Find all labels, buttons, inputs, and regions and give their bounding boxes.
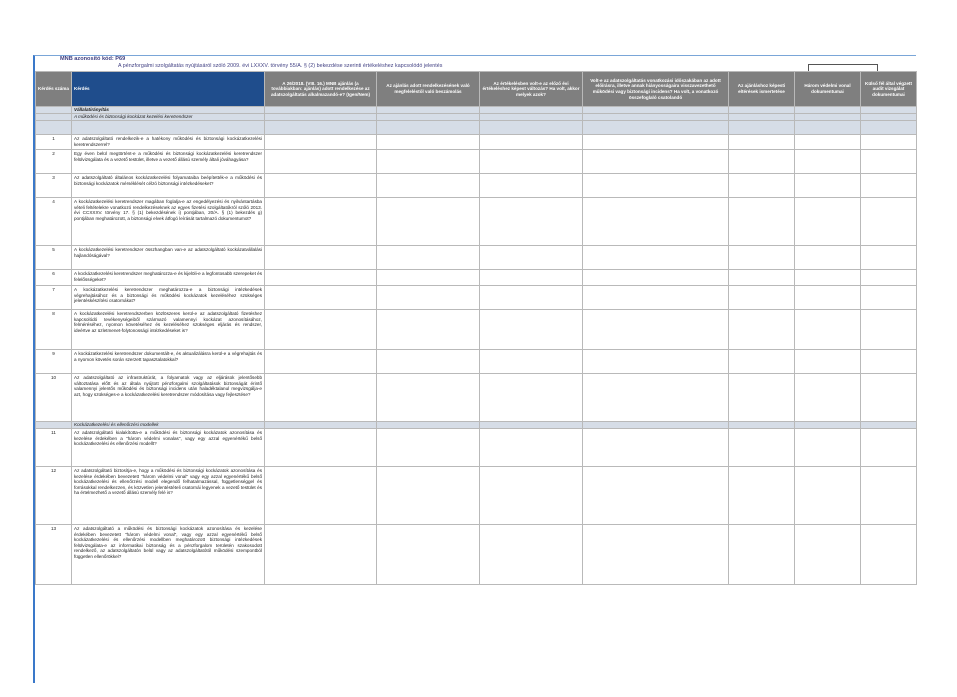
answer-cell[interactable] <box>480 150 583 174</box>
answer-cell[interactable] <box>795 525 861 585</box>
answer-cell[interactable] <box>583 198 729 246</box>
answer-cell[interactable] <box>583 174 729 198</box>
question-number: 9 <box>36 350 72 374</box>
col-header-change: Az értékelésben volt-e az előző évi értékeléshez képest változás? Ha volt, akkor melyek azok? <box>480 72 583 107</box>
answer-cell[interactable] <box>265 270 377 286</box>
col-header-compliance: Az ajánlás adott rendelkezésének való megfeleléstől való beszámolás <box>377 72 480 107</box>
question-number: 1 <box>36 135 72 150</box>
answer-cell[interactable] <box>861 174 917 198</box>
question-text: A kockázatkezelési keretrendszer magában foglalja-e az engedélyezési és nyilvántartásba vételi feltételekre vonatkozó rendelkezéseknek az egyes fizetési szolgáltatókról szóló 2013. évi CCXXXV. törvény 17. § (1) bekezdésének i) pontjában, 20/A. § (1) bekezdés g) pontjában meghatározott, a biztonsági elvek átfogó leírását tartalmazó dokumentumot? <box>72 198 265 246</box>
answer-cell[interactable] <box>480 310 583 350</box>
answer-cell[interactable] <box>265 350 377 374</box>
answer-cell[interactable] <box>377 150 480 174</box>
question-text: A kockázatkezelési keretrendszerben közlöszeres kerül-e az adatszolgáltató fizetéshez kapcsolódó tevékenységeiből származó valamennyi kockázat azonosításához, felméréséhez, nyomon követéséhez és kezeléséhez szükséges eljárás és rendszer, ideértve az üzletmenet-folytonossági intézkedéseket is? <box>72 310 265 350</box>
answer-cell[interactable] <box>861 135 917 150</box>
question-text: A kockázatkezelési keretrendszer összhangban van-e az adatszolgáltató kockázatvállalási hajlandóságával? <box>72 246 265 270</box>
question-number: 4 <box>36 198 72 246</box>
answer-cell[interactable] <box>265 286 377 310</box>
answer-cell[interactable] <box>265 246 377 270</box>
answer-cell[interactable] <box>583 270 729 286</box>
question-number: 8 <box>36 310 72 350</box>
subsection-row <box>36 422 917 429</box>
subsection-title: A működési és biztonsági kockázat kezelési keretrendszer <box>72 114 265 121</box>
answer-cell[interactable] <box>377 286 480 310</box>
section-row <box>36 107 917 114</box>
question-text: Az adatszolgáltató a működési és biztonsági kockázatok azonosítása és kezelése érdekében bevezetett "három védelmi vonal", vagy egy azzal egyenértékű belső kockázatkezelési és ellenőrzési modellben meghatározott biztonsági intézkedések felülvizsgálata-e az informatikai biztonság és a pénzforgalom területén szakosodott rendelkező, az adatszolgáltatón belül vagy az adatszolgáltatótól működési szempontból független ellenőrökkel? <box>72 525 265 585</box>
question-text: Az adatszolgáltató az infrastruktúrát, a folyamatok vagy az eljárások jelentősebb változtatása előtt és az általa nyújtott pénzforgalmi szolgáltatások biztonságát érintő valamennyi jelentős működési és biztonsági incidens után haladéktalanul megvizsgálja-e azt, hogy szükséges-e a kockázatkezelési keretrendszer módosítása vagy fejlesztése? <box>72 374 265 422</box>
question-text: Az adatszolgáltató kialakította-e a működési és biztonsági kockázatok azonosítása és kezelése érdekében a "három védelmi vonalas", vagy egy azzal egyenértékű belső kockázatkezelési és ellenőrzési modellt? <box>72 429 265 467</box>
answer-cell[interactable] <box>377 429 480 467</box>
subsection-row <box>36 114 917 121</box>
question-text: A kockázatkezelési keretrendszer dokumentált-e, és aktualizálásra kerül-e a végrehajtás és a nyomon követés során szerzett tapasztalatokkal? <box>72 350 265 374</box>
answer-cell[interactable] <box>795 246 861 270</box>
answer-cell[interactable] <box>729 246 795 270</box>
question-number: 11 <box>36 429 72 467</box>
col-header-number: Kérdés száma <box>36 72 72 107</box>
answer-cell[interactable] <box>265 174 377 198</box>
table-row <box>36 525 917 585</box>
answer-cell[interactable] <box>729 270 795 286</box>
col-header-incident: Volt-e az adatszolgáltatás vonatkozási időszakában az adott előírásra, illetve annak hiányosságaira visszavezethető működési vagy biztonsági incidens? Ha volt, a vonatkozó összefoglaló csatolandó <box>583 72 729 107</box>
answer-cell[interactable] <box>265 135 377 150</box>
answer-cell[interactable] <box>729 150 795 174</box>
answer-cell[interactable] <box>480 174 583 198</box>
answer-cell[interactable] <box>861 374 917 422</box>
table-row <box>36 467 917 525</box>
answer-cell[interactable] <box>377 310 480 350</box>
answer-cell[interactable] <box>583 310 729 350</box>
section-title: Vállalatirányítás <box>72 107 265 114</box>
answer-cell[interactable] <box>377 467 480 525</box>
answer-cell[interactable] <box>583 467 729 525</box>
answer-cell[interactable] <box>861 350 917 374</box>
answer-cell[interactable] <box>583 150 729 174</box>
answer-cell[interactable] <box>729 310 795 350</box>
table-row <box>36 135 917 150</box>
answer-cell[interactable] <box>861 310 917 350</box>
answer-cell[interactable] <box>583 135 729 150</box>
table-row <box>36 350 917 374</box>
answer-cell[interactable] <box>795 429 861 467</box>
col-header-external-audit: Külső fél által végzett audit vizsgálat dokumentumai <box>861 72 917 107</box>
question-number: 2 <box>36 150 72 174</box>
subsection-title: Kockázatkezelési és ellenőrzési modellek <box>72 422 265 429</box>
question-number: 12 <box>36 467 72 525</box>
answer-cell[interactable] <box>729 135 795 150</box>
col-header-deviation: Az ajánláshoz képesti eltérések ismertetése <box>729 72 795 107</box>
table-row <box>36 310 917 350</box>
answer-cell[interactable] <box>795 286 861 310</box>
answer-cell[interactable] <box>795 270 861 286</box>
answer-cell[interactable] <box>583 286 729 310</box>
col-header-three-lines: Három védelmi vonal dokumentumai <box>795 72 861 107</box>
answer-cell[interactable] <box>729 174 795 198</box>
question-number: 10 <box>36 374 72 422</box>
report-subtitle: A pénzforgalmi szolgáltatás nyújtásáról szóló 2009. évi LXXXV. törvény 55/A. § (2) bekezdése szerinti értékeléshez kapcsolódó jelentés <box>118 63 443 69</box>
answer-cell[interactable] <box>583 350 729 374</box>
answer-cell[interactable] <box>480 198 583 246</box>
question-text: Az adatszolgáltató biztosítja-e, hogy a működési és biztonsági kockázatok azonosítása és kezelése érdekében bevezetett "három védelmi vonal" vagy egy azzal egyenértékű belső kockázatkezelési és ellenőrzési modell elegendő felhatalmazással, függetlenséggel és forrásokkal rendelkezzen, és közvetlen jelentéstételi csatornái legyenek a vezető testület és ha értelmezhető a vezető állású személy felé is? <box>72 467 265 525</box>
answer-cell[interactable] <box>265 310 377 350</box>
answer-cell[interactable] <box>377 374 480 422</box>
answer-cell[interactable] <box>377 350 480 374</box>
answer-cell[interactable] <box>480 525 583 585</box>
answer-cell[interactable] <box>729 374 795 422</box>
answer-cell[interactable] <box>583 246 729 270</box>
answer-cell[interactable] <box>480 270 583 286</box>
answer-cell[interactable] <box>729 350 795 374</box>
answer-cell[interactable] <box>480 467 583 525</box>
question-number: 6 <box>36 270 72 286</box>
question-number: 5 <box>36 246 72 270</box>
answer-cell[interactable] <box>377 270 480 286</box>
table-row <box>36 198 917 246</box>
answer-cell[interactable] <box>265 467 377 525</box>
answer-cell[interactable] <box>480 286 583 310</box>
answer-cell[interactable] <box>795 198 861 246</box>
answer-cell[interactable] <box>795 310 861 350</box>
answer-cell[interactable] <box>265 374 377 422</box>
answer-cell[interactable] <box>795 467 861 525</box>
answer-cell[interactable] <box>861 525 917 585</box>
answer-cell[interactable] <box>377 198 480 246</box>
answer-cell[interactable] <box>795 350 861 374</box>
answer-cell[interactable] <box>795 174 861 198</box>
question-text: A kockázatkezelési keretrendszer meghatározza-e a biztonsági intézkedések végrehajtásához és a biztonsági és működési kockázatok kezeléséhez szükséges jelentéskészítési csatornákat? <box>72 286 265 310</box>
spacer-row <box>36 121 917 135</box>
question-text: Az adatszolgáltató általános kockázatkezelési folyamataiba beépítették-e a működési és biztonsági kockázatok mérséklését célzó biztonsági intézkedéseket? <box>72 174 265 198</box>
answer-cell[interactable] <box>861 467 917 525</box>
answer-cell[interactable] <box>377 246 480 270</box>
answer-cell[interactable] <box>377 174 480 198</box>
answer-cell[interactable] <box>265 150 377 174</box>
question-number: 7 <box>36 286 72 310</box>
answer-cell[interactable] <box>265 429 377 467</box>
question-text: A kockázatkezelési keretrendszer meghatározza-e és kijelöli-e a legfontosabb szerepeket és felelősségeket? <box>72 270 265 286</box>
assessment-table <box>35 71 917 585</box>
answer-cell[interactable] <box>795 374 861 422</box>
table-row <box>36 429 917 467</box>
answer-cell[interactable] <box>729 467 795 525</box>
table-row <box>36 174 917 198</box>
answer-cell[interactable] <box>480 350 583 374</box>
answer-cell[interactable] <box>861 198 917 246</box>
report-code: MNB azonosító kód: P69 <box>60 56 126 62</box>
answer-cell[interactable] <box>377 525 480 585</box>
table-row <box>36 246 917 270</box>
answer-cell[interactable] <box>729 429 795 467</box>
table-row <box>36 374 917 422</box>
answer-cell[interactable] <box>861 429 917 467</box>
answer-cell[interactable] <box>729 525 795 585</box>
col-header-applicability: A 26/2018. (VIII. 16.) MNB ajánlás (a továbbiakban: ajánlás) adott rendelkezése az adatszolgáltatás alkalmazandó-e? (Igen/Nem) <box>265 72 377 107</box>
answer-cell[interactable] <box>861 246 917 270</box>
question-text: Egy éven belül megtörtént-e a működési és biztonsági kockázatkezelési keretrendszer felülvizsgálata és a vezető testület, illetve a vezető állású személy általi jóváhagyása? <box>72 150 265 174</box>
answer-cell[interactable] <box>377 135 480 150</box>
col-header-question: Kérdés <box>72 72 265 107</box>
answer-cell[interactable] <box>583 429 729 467</box>
question-number: 3 <box>36 174 72 198</box>
answer-cell[interactable] <box>265 198 377 246</box>
answer-cell[interactable] <box>861 286 917 310</box>
table-row <box>36 286 917 310</box>
question-text: Az adatszolgáltató rendelkezik-e a hatékony működési és biztonsági kockázatkezelési keretrendszerrel? <box>72 135 265 150</box>
answer-cell[interactable] <box>795 150 861 174</box>
answer-cell[interactable] <box>729 198 795 246</box>
answer-cell[interactable] <box>480 429 583 467</box>
answer-cell[interactable] <box>480 374 583 422</box>
answer-cell[interactable] <box>583 525 729 585</box>
answer-cell[interactable] <box>861 270 917 286</box>
answer-cell[interactable] <box>480 135 583 150</box>
table-row <box>36 270 917 286</box>
answer-cell[interactable] <box>583 374 729 422</box>
answer-cell[interactable] <box>729 286 795 310</box>
answer-cell[interactable] <box>795 135 861 150</box>
answer-cell[interactable] <box>861 150 917 174</box>
question-number: 13 <box>36 525 72 585</box>
answer-cell[interactable] <box>480 246 583 270</box>
answer-cell[interactable] <box>265 525 377 585</box>
table-row <box>36 150 917 174</box>
